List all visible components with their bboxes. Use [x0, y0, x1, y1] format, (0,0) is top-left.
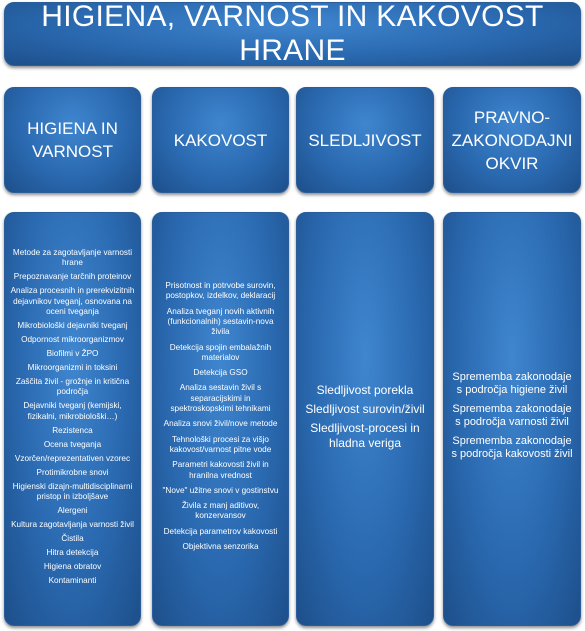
list-item: Sledljivost porekla	[316, 383, 414, 397]
item-list	[449, 371, 575, 467]
list-item: Kontaminanti	[48, 576, 97, 586]
list-item: Alergeni	[57, 506, 88, 516]
column-header-kakovost: KAKOVOST	[152, 87, 289, 193]
list-item: Sledljivost surovin/živil	[305, 402, 425, 416]
column-body-sledljivost	[296, 212, 434, 626]
list-item: Higienski dizajn-multidisciplinarni pristop in izboljšave	[12, 481, 133, 502]
list-item: Metode za zagotavljanje varnosti hrane	[12, 247, 133, 268]
list-item: Analiza tveganj novih aktivnih (funkcionalnih) sestavin-nova živila	[166, 306, 275, 337]
list-item: Hitra detekcija	[46, 548, 99, 558]
list-item: Mikrobiološki dejavniki tveganj	[17, 321, 128, 330]
list-item: Higiena obratov	[43, 562, 102, 572]
list-item: Prepoznavanje tarčnih proteinov	[13, 272, 132, 282]
list-item: Sprememba zakonodaje s področja kakovosti živil	[451, 435, 573, 460]
column-header-sledljivost: SLEDLJIVOST	[296, 87, 434, 193]
list-item: Parametri kakovosti živil in hranilna vrednost	[172, 460, 269, 480]
column-body-kakovost	[152, 212, 289, 626]
list-item: Biofilmi v ŽPO	[46, 349, 99, 358]
list-item: Zaščita živil - grožnje in kritična področja	[15, 377, 130, 397]
list-item: Analiza procesnih in prerekvizitnih dejavnikov tveganj, osnovana na oceni tveganja	[10, 286, 135, 316]
item-list	[158, 281, 283, 557]
column-header-higiena-in-varnost: HIGIENA IN VARNOST	[4, 87, 141, 193]
list-item: Protimikrobne snovi	[36, 467, 109, 477]
list-item: Sprememba zakonodaje s področja higiene živil	[452, 371, 572, 396]
list-item: Detekcija spojin embalažnih materialov	[169, 342, 272, 362]
list-item: Rezistenca	[52, 425, 93, 435]
list-item: Ocena tveganja	[43, 439, 102, 449]
list-item: Dejavniki tveganj (kemijski, fizikalni, mikrobiološki…)	[23, 401, 122, 421]
page-title: HIGIENA, VARNOST IN KAKOVOST HRANE	[4, 2, 581, 66]
list-item: Objektivna senzorika	[182, 541, 259, 551]
list-item: Detekcija parametrov kakovosti	[163, 526, 278, 536]
column-body-pravno-zakonodajni-okvir	[443, 212, 581, 626]
list-item: Analiza snovi živil/nove metode	[163, 419, 278, 429]
list-item: Odpornost mikroorganizmov	[21, 335, 124, 344]
list-item: Tehnološki procesi za višjo kakovost/varnost pitne vode	[169, 434, 272, 455]
list-item: Prisotnost in potrvobe surovin, postopkov, izdelkov, deklaracij	[165, 280, 276, 301]
column-header-pravno-zakonodajni-okvir: PRAVNO-ZAKONODAJNI OKVIR	[443, 87, 581, 193]
list-item: "Nove" užitne snovi v gostinstvu	[162, 485, 279, 495]
list-item: Čistila	[61, 534, 84, 544]
list-item: Analiza sestavin živil s separacijskimi in spektroskopskimi tehnikami	[170, 383, 271, 414]
item-list	[302, 383, 428, 455]
list-item: Kultura zagotavljanja varnosti živil	[11, 520, 134, 530]
list-item: Sprememba zakonodaje s področja varnosti živil	[452, 403, 572, 428]
list-item: Mikroorganizmi in toksini	[27, 363, 118, 372]
column-body-higiena-in-varnost	[4, 212, 141, 626]
list-item: Sledljivost-procesi in hladna veriga	[310, 421, 420, 450]
list-item: Detekcija GSO	[193, 368, 248, 378]
item-list	[10, 248, 135, 590]
list-item: Živila z manj aditivov, konzervansov	[181, 501, 260, 521]
list-item: Vzorčen/reprezentativen vzorec	[14, 453, 131, 463]
